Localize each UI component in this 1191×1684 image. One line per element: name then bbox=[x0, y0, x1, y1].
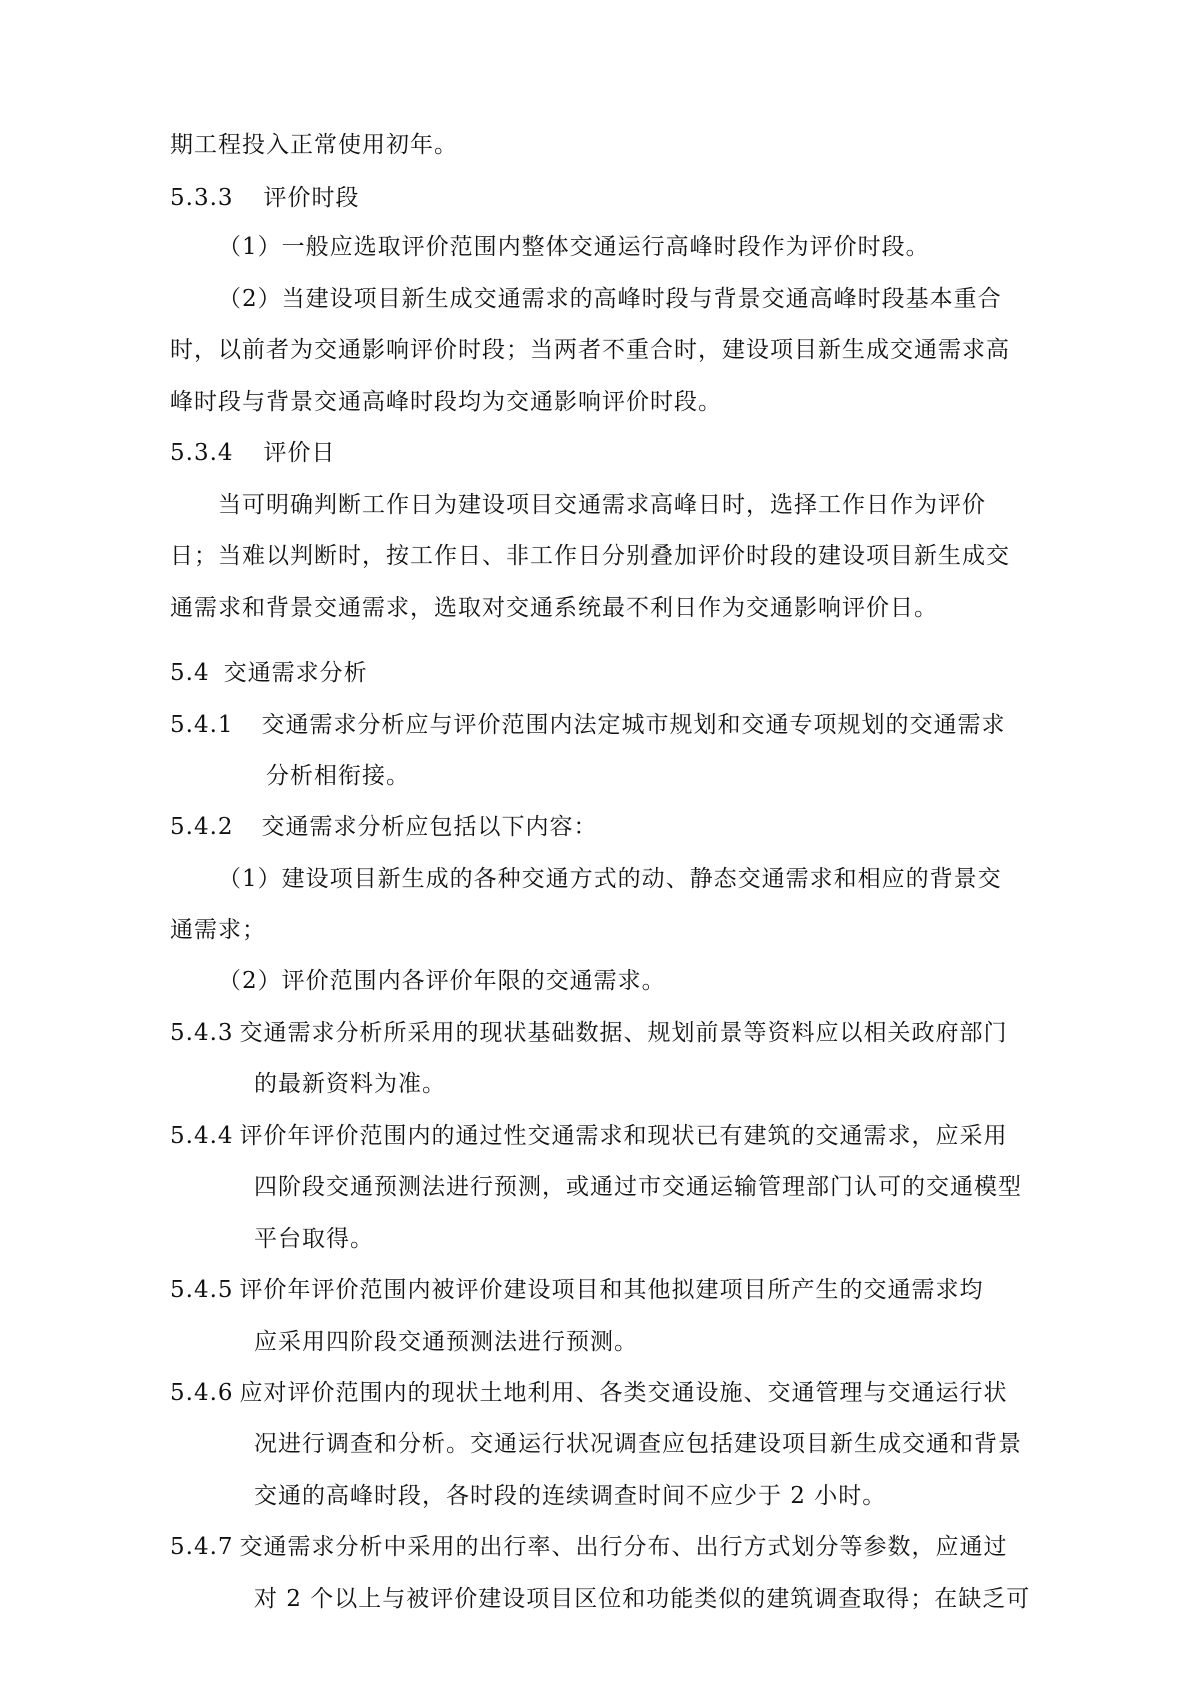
clause-continuation: 交通的高峰时段，各时段的连续调查时间不应少于 2 小时。 bbox=[254, 1483, 887, 1509]
paragraph-line: （2）评价范围内各评价年限的交通需求。 bbox=[218, 968, 666, 994]
paragraph-line: 日；当难以判断时，按工作日、非工作日分别叠加评价时段的建设项目新生成交 bbox=[170, 543, 1010, 569]
clause-5-4-7 bbox=[170, 1532, 1008, 1562]
clause-continuation: 的最新资料为准。 bbox=[254, 1071, 446, 1097]
clause-5-4-4 bbox=[170, 1121, 1008, 1151]
clause-5-4-3 bbox=[170, 1018, 1008, 1048]
clause-text: 交通需求分析中采用的出行率、出行分布、出行方式划分等参数，应通过 bbox=[239, 1534, 1008, 1560]
clause-number: 5.4.6 bbox=[170, 1380, 234, 1406]
clause-5-4-6 bbox=[170, 1378, 1008, 1408]
section-heading-5-3-3 bbox=[170, 183, 360, 213]
clause-text: 评价年评价范围内被评价建设项目和其他拟建项目所产生的交通需求均 bbox=[239, 1277, 984, 1303]
clause-5-4-5 bbox=[170, 1275, 984, 1305]
paragraph-line: 时，以前者为交通影响评价时段；当两者不重合时，建设项目新生成交通需求高 bbox=[170, 337, 1010, 363]
section-heading-5-3-4 bbox=[170, 438, 336, 468]
clause-5-4-2 bbox=[170, 812, 598, 842]
paragraph-line: 当可明确判断工作日为建设项目交通需求高峰日时，选择工作日作为评价 bbox=[218, 492, 986, 518]
section-title: 评价日 bbox=[263, 440, 336, 466]
clause-text: 交通需求分析所采用的现状基础数据、规划前景等资料应以相关政府部门 bbox=[239, 1020, 1008, 1046]
section-number: 5.3.3 bbox=[170, 185, 234, 211]
clause-number: 5.4.3 bbox=[170, 1020, 234, 1046]
section-title: 交通需求分析 bbox=[223, 660, 368, 686]
section-number: 5.3.4 bbox=[170, 440, 234, 466]
clause-number: 5.4.4 bbox=[170, 1123, 234, 1149]
paragraph-line: 通需求； bbox=[170, 917, 266, 943]
clause-continuation: 平台取得。 bbox=[254, 1226, 374, 1252]
clause-text: 评价年评价范围内的通过性交通需求和现状已有建筑的交通需求，应采用 bbox=[239, 1123, 1008, 1149]
clause-continuation: 四阶段交通预测法进行预测，或通过市交通运输管理部门认可的交通模型 bbox=[254, 1174, 1022, 1200]
clause-text: 应对评价范围内的现状土地利用、各类交通设施、交通管理与交通运行状 bbox=[239, 1380, 1008, 1406]
clause-continuation: 分析相衔接。 bbox=[266, 763, 410, 789]
clause-text: 交通需求分析应包括以下内容： bbox=[261, 814, 598, 840]
clause-continuation: 对 2 个以上与被评价建设项目区位和功能类似的建筑调查取得；在缺乏可 bbox=[254, 1586, 1031, 1612]
paragraph-line: （1）一般应选取评价范围内整体交通运行高峰时段作为评价时段。 bbox=[218, 234, 930, 260]
clause-5-4-1 bbox=[170, 710, 1006, 740]
clause-number: 5.4.1 bbox=[170, 712, 234, 738]
clause-number: 5.4.5 bbox=[170, 1277, 234, 1303]
section-title: 评价时段 bbox=[263, 185, 360, 211]
clause-continuation: 应采用四阶段交通预测法进行预测。 bbox=[254, 1329, 638, 1355]
paragraph-line: 峰时段与背景交通高峰时段均为交通影响评价时段。 bbox=[170, 389, 722, 415]
clause-number: 5.4.2 bbox=[170, 814, 234, 840]
paragraph-line: 期工程投入正常使用初年。 bbox=[170, 132, 458, 158]
paragraph-line: 通需求和背景交通需求，选取对交通系统最不利日作为交通影响评价日。 bbox=[170, 595, 938, 621]
section-heading-5-4 bbox=[170, 658, 368, 688]
clause-number: 5.4.7 bbox=[170, 1534, 234, 1560]
clause-text: 交通需求分析应与评价范围内法定城市规划和交通专项规划的交通需求 bbox=[261, 712, 1006, 738]
clause-continuation: 况进行调查和分析。交通运行状况调查应包括建设项目新生成交通和背景 bbox=[254, 1431, 1022, 1457]
paragraph-line: （2）当建设项目新生成交通需求的高峰时段与背景交通高峰时段基本重合 bbox=[218, 286, 1002, 312]
section-number: 5.4 bbox=[170, 660, 210, 686]
paragraph-line: （1）建设项目新生成的各种交通方式的动、静态交通需求和相应的背景交 bbox=[218, 866, 1002, 892]
